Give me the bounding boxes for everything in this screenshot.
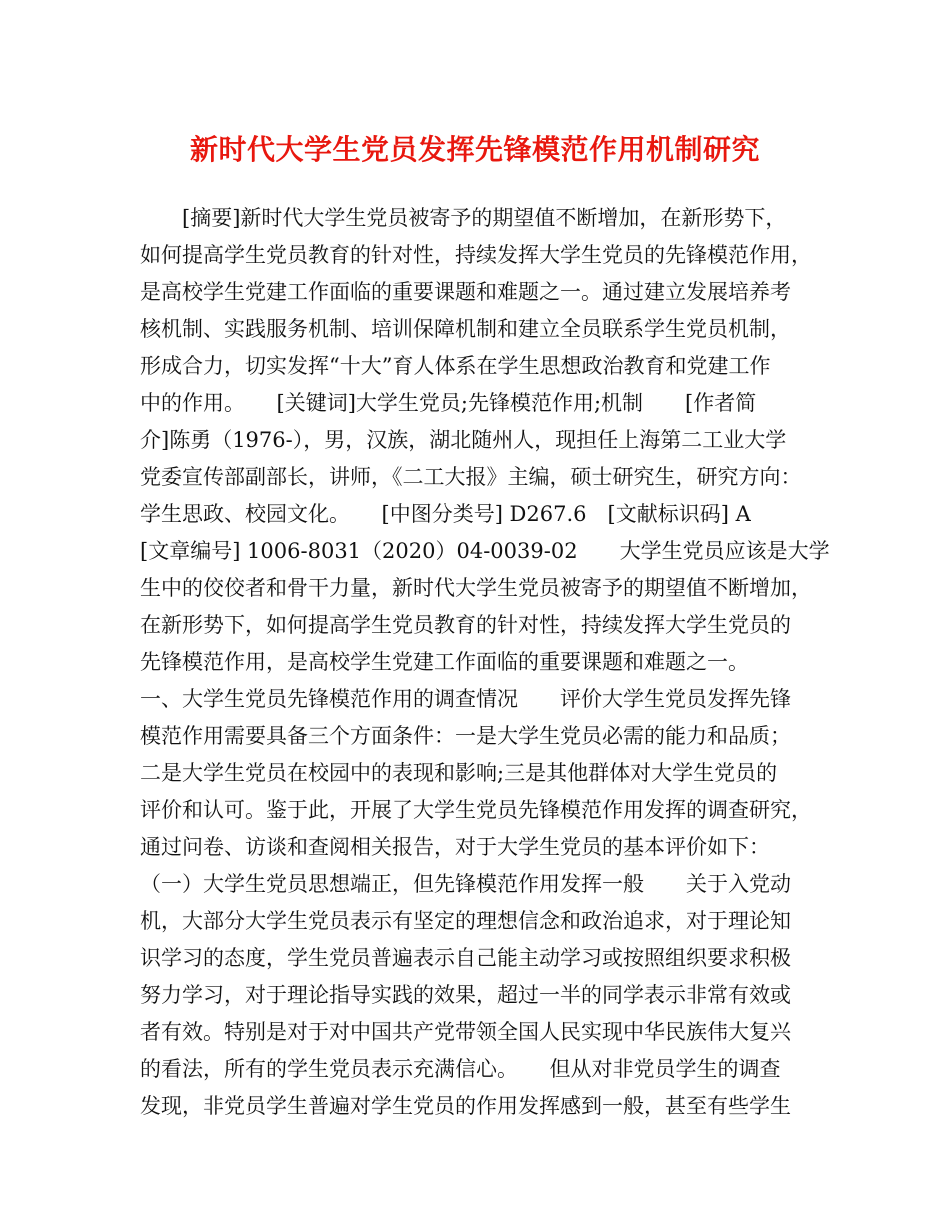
body-text-line: 发现，非党员学生普遍对学生党员的作用发挥感到一般，甚至有些学生 [140, 1094, 791, 1118]
body-text-line: 机，大部分大学生党员表示有坚定的理想信念和政治追求，对于理论知 [140, 909, 791, 933]
body-text-line: [摘要]新时代大学生党员被寄予的期望值不断增加，在新形势下， [140, 206, 787, 230]
body-text-line: 核机制、实践服务机制、培训保障机制和建立全员联系学生党员机制， [140, 317, 791, 341]
body-text-line: 生中的佼佼者和骨干力量，新时代大学生党员被寄予的期望值不断增加， [140, 576, 812, 600]
body-text-line: 模范作用需要具备三个方面条件：一是大学生党员必需的能力和品质； [140, 724, 791, 748]
body-text-line: 通过问卷、访谈和查阅相关报告，对于大学生党员的基本评价如下： [140, 835, 770, 859]
body-text-line: 识学习的态度，学生党员普遍表示自己能主动学习或按照组织要求积极 [140, 946, 791, 970]
document-body [140, 200, 830, 1125]
body-text-line: 学生思政、校园文化。 [中图分类号] D267.6 [文献标识码] A [140, 502, 751, 526]
body-text-line: 评价和认可。鉴于此，开展了大学生党员先锋模范作用发挥的调查研究， [140, 798, 812, 822]
body-text-line: （一）大学生党员思想端正，但先锋模范作用发挥一般 关于入党动 [140, 872, 791, 896]
body-text-line: 形成合力，切实发挥“十大”育人体系在学生思想政治教育和党建工作 [140, 354, 771, 378]
body-text-line: 如何提高学生党员教育的针对性，持续发挥大学生党员的先锋模范作用， [140, 243, 812, 267]
body-text-line: 在新形势下，如何提高学生党员教育的针对性，持续发挥大学生党员的 [140, 613, 791, 637]
body-text-line: 的看法，所有的学生党员表示充满信心。 但从对非党员学生的调查 [140, 1057, 781, 1081]
body-text-line: 一、大学生党员先锋模范作用的调查情况 评价大学生党员发挥先锋 [140, 687, 791, 711]
body-text-line: 介]陈勇（1976-），男，汉族，湖北随州人，现担任上海第二工业大学 [140, 428, 787, 452]
document-title: 新时代大学生党员发挥先锋模范作用机制研究 [189, 133, 760, 166]
body-text-line: 者有效。特别是对于对中国共产党带领全国人民实现中华民族伟大复兴 [140, 1020, 791, 1044]
body-text-line: 努力学习，对于理论指导实践的效果，超过一半的同学表示非常有效或 [140, 983, 791, 1007]
body-text-line: 二是大学生党员在校园中的表现和影响;三是其他群体对大学生党员的 [140, 761, 778, 785]
body-text-line: [文章编号] 1006-8031（2020）04-0039-02 大学生党员应该是大学 [140, 539, 830, 563]
body-text-line: 是高校学生党建工作面临的重要课题和难题之一。通过建立发展培养考 [140, 280, 791, 304]
body-text-line: 中的作用。 [关键词]大学生党员;先锋模范作用;机制 [作者简 [140, 391, 757, 415]
body-text-line: 先锋模范作用，是高校学生党建工作面临的重要课题和难题之一。 [140, 650, 749, 674]
body-text-line: 党委宣传部副部长，讲师，《二工大报》主编，硕士研究生，研究方向： [140, 465, 802, 489]
